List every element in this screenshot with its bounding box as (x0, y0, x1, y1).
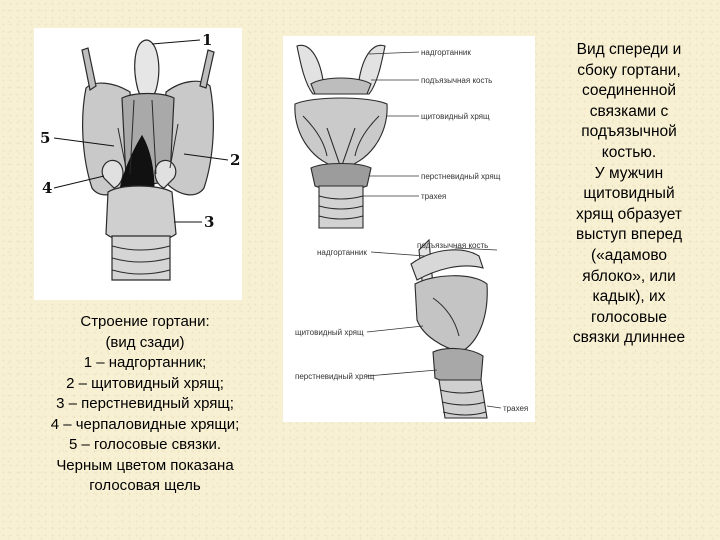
side-label-hyoid: подъязычная кость (417, 241, 489, 250)
side-description (544, 40, 714, 349)
front-label-epiglottis: надгортанник (421, 48, 471, 57)
front-label-hyoid: подъязычная кость (421, 76, 493, 85)
trachea-shape (112, 236, 170, 280)
description-line: подъязычной (581, 123, 677, 141)
label-5: 5 (40, 129, 51, 147)
description-line: хрящ образует (576, 205, 682, 223)
label-1: 1 (202, 31, 213, 49)
thyroid-horn-right (200, 50, 214, 88)
epiglottis-shape (135, 40, 159, 99)
caption-line: 5 – голосовые связки. (68, 436, 222, 453)
larynx-posterior-drawing (34, 28, 242, 300)
caption-line: 2 – щитовидный хрящ; (66, 374, 224, 392)
caption-title: Строение гортани: (80, 313, 210, 330)
description-line: сбоку гортани, (577, 61, 681, 79)
larynx-front-side-drawing (283, 36, 535, 422)
description-line: кадык), их (592, 288, 666, 306)
caption-line: 3 – перстневидный хрящ; (56, 395, 234, 412)
front-label-thyroid: щитовидный хрящ (421, 112, 490, 121)
description-line: выступ вперед (575, 226, 683, 244)
description-line: («адамово (590, 246, 668, 264)
caption-line: 1 – надгортанник; (83, 354, 207, 371)
front-label-cricoid: перстневидный хрящ (421, 172, 501, 181)
caption-line: голосовая щель (89, 477, 201, 494)
thyroid-horn-left (82, 48, 96, 90)
larynx-front-side-figure (283, 36, 535, 422)
side-label-trachea: трахея (503, 404, 529, 413)
description-line: Вид спереди и (576, 41, 682, 58)
caption-line: 4 – черпаловидные хрящи; (50, 415, 240, 433)
label-2: 2 (230, 151, 241, 169)
description-line: связками с (589, 102, 669, 120)
figure-caption (20, 312, 270, 497)
cricoid-cartilage-shape (106, 186, 176, 243)
description-line: У мужчин (594, 164, 664, 182)
description-line: соединенной (581, 82, 677, 100)
caption-line: (вид сзади) (105, 333, 185, 351)
description-line: связки длиннее (572, 329, 686, 347)
description-line: голосовые (591, 308, 667, 326)
caption-line: Черным цветом показана (56, 456, 234, 474)
front-label-trachea: трахея (421, 192, 447, 201)
front-view (295, 45, 387, 228)
description-line: яблоко», или (582, 267, 676, 285)
side-label-thyroid: щитовидный хрящ (295, 328, 364, 337)
larynx-posterior-figure (34, 28, 242, 300)
description-line: костью. (601, 143, 657, 161)
label-3: 3 (204, 213, 215, 231)
label-4: 4 (42, 179, 53, 197)
description-line: щитовидный (583, 185, 675, 203)
side-label-cricoid: перстневидный хрящ (295, 372, 375, 381)
side-label-epiglottis: надгортанник (317, 248, 367, 257)
